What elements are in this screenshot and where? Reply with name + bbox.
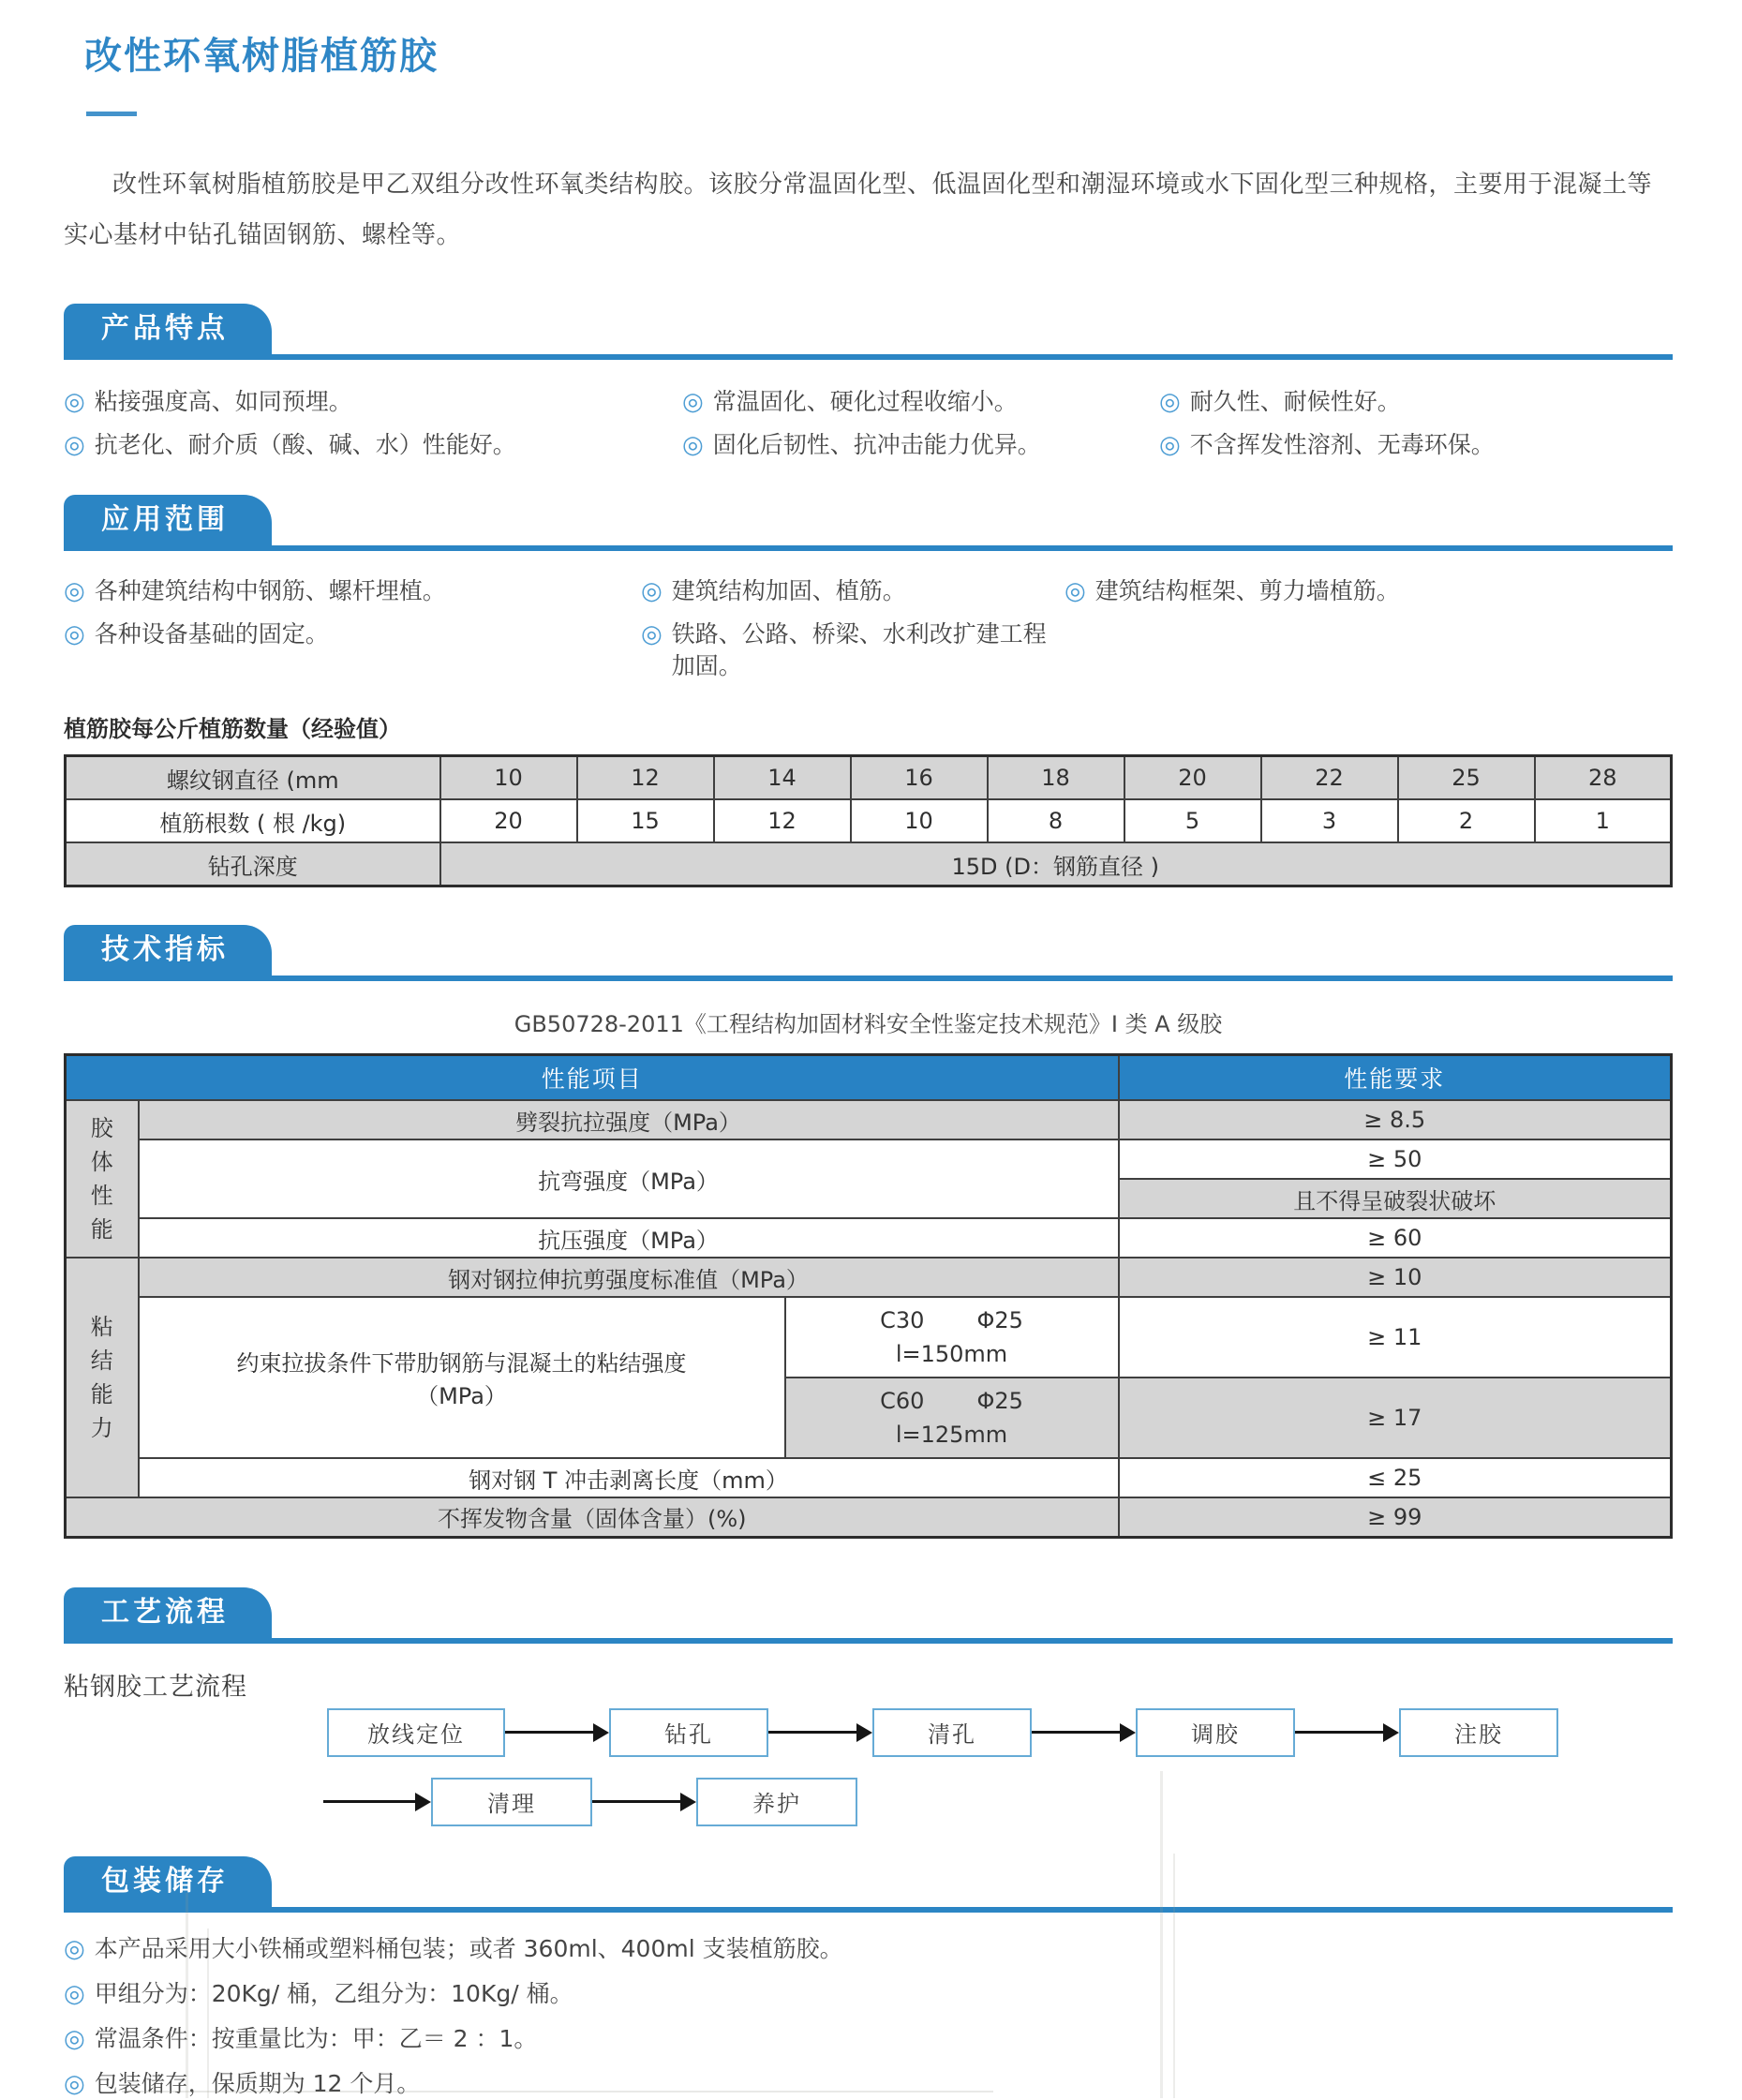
property-name-line2: （MPa） [416,1383,507,1409]
cell: 28 [1535,756,1672,800]
process-flow-row-2 [323,1778,1673,1826]
title-underline-dash [86,112,137,116]
flow-step: 钻孔 [609,1708,768,1757]
table-row [66,1258,1672,1297]
flow-step: 养护 [696,1778,857,1826]
standard-note: GB50728-2011《工程结构加固材料安全性鉴定技术规范》I 类 A 级胶 [514,1011,1223,1037]
arrow-right-icon [505,1723,609,1742]
cell: 22 [1261,756,1398,800]
requirement-value: ≥ 60 [1119,1218,1672,1258]
bullet-icon: ◎ [682,388,704,416]
flow-step: 注胶 [1399,1708,1558,1757]
list-item [64,618,641,682]
cell: 15 [577,799,714,842]
application-text: 建筑结构框架、剪力墙植筋。 [1094,577,1400,604]
property-name: 钢对钢 T 冲击剥离长度（mm） [139,1458,1119,1497]
bullet-icon: ◎ [64,1979,85,2008]
list-item [1159,429,1673,461]
watermark-sketch [1173,1854,1175,2098]
cell: 2 [1398,799,1535,842]
arrow-right-icon [1295,1723,1399,1742]
watermark-sketch [122,2091,993,2093]
application-text: 铁路、公路、桥梁、水利改扩建工程加固。 [671,620,1047,679]
flow-step: 放线定位 [327,1708,505,1757]
condition-cell [785,1378,1119,1458]
cell: 16 [851,756,988,800]
cell: 10 [851,799,988,842]
list-item [64,1978,1673,2010]
section-badge-tech: 技术指标 [64,925,272,976]
table-row [66,756,1672,800]
packaging-text: 包装储存，保质期为 12 个月。 [94,2069,421,2097]
cell: 5 [1124,799,1261,842]
bullet-icon: ◎ [64,431,85,459]
flow-step: 调胶 [1136,1708,1295,1757]
table-row [66,799,1672,842]
features-list [64,386,1673,461]
cell: 14 [714,756,851,800]
watermark-sketch [207,1929,209,2098]
tech-table [64,1053,1673,1539]
section-badge-process: 工艺流程 [64,1587,272,1638]
section-header-features [64,304,1673,360]
table-row [66,1139,1672,1179]
bullet-icon: ◎ [64,2024,85,2053]
applications-list [64,575,1673,682]
packaging-text: 甲组分为：20Kg/ 桶，乙组分为：10Kg/ 桶。 [94,1979,573,2007]
requirement-value: ≥ 99 [1119,1497,1672,1537]
section-header-tech [64,925,1673,981]
cell: 8 [988,799,1124,842]
list-item [1159,386,1673,418]
arrow-right-icon [323,1793,431,1811]
intro-paragraph: 改性环氧树脂植筋胶是甲乙双组分改性环氧类结构胶。该胶分常温固化型、低温固化型和潮湿环境或水下固化型三种规格，主要用于混凝土等实心基材中钻孔锚固钢筋、螺栓等。 [64,171,1653,249]
feature-text: 抗老化、耐介质（酸、碱、水）性能好。 [94,431,516,458]
packaging-list [64,1933,1673,2100]
bullet-icon: ◎ [64,388,85,416]
cell: 3 [1261,799,1398,842]
row-label: 螺纹钢直径 (mm [66,756,440,800]
requirement-value: ≤ 25 [1119,1458,1672,1497]
embed-length: l=125mm [895,1422,1008,1448]
property-name [139,1297,785,1458]
bar-diameter: Φ25 [976,1388,1023,1414]
table-row [66,1497,1672,1537]
flow-step: 清理 [431,1778,592,1826]
watermark-sketch [1160,1771,1163,2098]
cell: 10 [440,756,577,800]
embed-length: l=150mm [895,1341,1008,1367]
cell: 1 [1535,799,1672,842]
requirement-value: ≥ 8.5 [1119,1100,1672,1139]
list-item [1065,575,1673,607]
watermark-sketch [186,1893,188,2098]
cell: 18 [988,756,1124,800]
property-name: 不挥发物含量（固体含量）(%) [66,1497,1119,1537]
table-header-row [66,1055,1672,1101]
cell: 25 [1398,756,1535,800]
list-item [64,2068,1673,2100]
section-header-process [64,1587,1673,1644]
section-badge-packaging: 包装储存 [64,1856,272,1907]
application-text: 建筑结构加固、植筋。 [671,577,906,604]
table-row [66,1218,1672,1258]
feature-text: 不含挥发性溶剂、无毒环保。 [1189,431,1495,458]
process-subtitle: 粘钢胶工艺流程 [64,1672,247,1702]
section-badge-features: 产品特点 [64,304,272,354]
table-row [66,842,1672,886]
page-title: 改性环氧树脂植筋胶 [84,35,439,78]
cell: 12 [714,799,851,842]
cell: 20 [1124,756,1261,800]
bullet-icon: ◎ [641,577,663,605]
feature-text: 耐久性、耐候性好。 [1189,388,1401,415]
list-item [64,2023,1673,2055]
condition-cell [785,1297,1119,1378]
list-item [641,575,1065,607]
condition-line [796,1384,1109,1418]
row-label: 钻孔深度 [66,842,440,886]
property-name: 抗弯强度（MPa） [139,1139,1119,1218]
bullet-icon: ◎ [682,431,704,459]
requirement-value: ≥ 10 [1119,1258,1672,1297]
condition-line [796,1303,1109,1337]
dosage-table-heading: 植筋胶每公斤植筋数量（经验值） [64,716,401,742]
bullet-icon: ◎ [1159,431,1181,459]
property-name: 劈裂抗拉强度（MPa） [139,1100,1119,1139]
arrow-right-icon [1032,1723,1136,1742]
table-row [66,1100,1672,1139]
bullet-icon: ◎ [64,577,85,605]
arrow-right-icon [592,1793,696,1811]
property-name-line1: 约束拉拔条件下带肋钢筋与混凝土的粘结强度 [236,1350,687,1377]
application-text: 各种设备基础的固定。 [94,620,329,648]
section-header-applications [64,495,1673,551]
bullet-icon: ◎ [1159,388,1181,416]
feature-text: 粘接强度高、如同预埋。 [94,388,352,415]
list-item [64,386,682,418]
group-label-bond: 粘结能力 [66,1258,139,1497]
list-item [64,1933,1673,1965]
flow-step: 清孔 [872,1708,1032,1757]
concrete-grade: C30 [880,1307,925,1333]
requirement-value: ≥ 50 [1119,1139,1672,1179]
list-item [641,618,1065,682]
application-text: 各种建筑结构中钢筋、螺杆埋植。 [94,577,446,604]
list-item [682,386,1159,418]
datasheet-page [0,26,1742,2098]
section-badge-applications: 应用范围 [64,495,272,545]
requirement-value: 且不得呈破裂状破坏 [1119,1179,1672,1218]
packaging-text: 常温条件：按重量比为：甲：乙＝ 2 ：1。 [94,2024,538,2052]
table-row [66,1297,1672,1378]
property-name: 抗压强度（MPa） [139,1218,1119,1258]
row-label: 植筋根数 ( 根 /kg) [66,799,440,842]
table-row [66,1458,1672,1497]
bullet-icon: ◎ [641,620,663,648]
cell: 20 [440,799,577,842]
column-header-requirement: 性能要求 [1119,1055,1672,1101]
requirement-value: ≥ 17 [1119,1378,1672,1458]
bullet-icon: ◎ [1065,577,1086,605]
list-item [64,575,641,607]
feature-text: 固化后韧性、抗冲击能力优异。 [712,431,1041,458]
column-header-item: 性能项目 [66,1055,1119,1101]
process-flow-row-1 [327,1708,1673,1757]
concrete-grade: C60 [880,1388,925,1414]
cell: 15D (D：钢筋直径 ) [440,842,1672,886]
group-label-body: 胶体性能 [66,1100,139,1258]
bullet-icon: ◎ [64,620,85,648]
bullet-icon: ◎ [64,1934,85,1963]
packaging-text: 本产品采用大小铁桶或塑料桶包装；或者 360ml、400ml 支装植筋胶。 [94,1934,843,1962]
cell: 12 [577,756,714,800]
property-name: 钢对钢拉伸抗剪强度标准值（MPa） [139,1258,1119,1297]
requirement-value: ≥ 11 [1119,1297,1672,1378]
section-header-packaging [64,1856,1673,1913]
list-item [682,429,1159,461]
arrow-right-icon [768,1723,872,1742]
bullet-icon: ◎ [64,2069,85,2098]
list-item [64,429,682,461]
bar-diameter: Φ25 [976,1307,1023,1333]
feature-text: 常温固化、硬化过程收缩小。 [712,388,1018,415]
dosage-table [64,754,1673,887]
